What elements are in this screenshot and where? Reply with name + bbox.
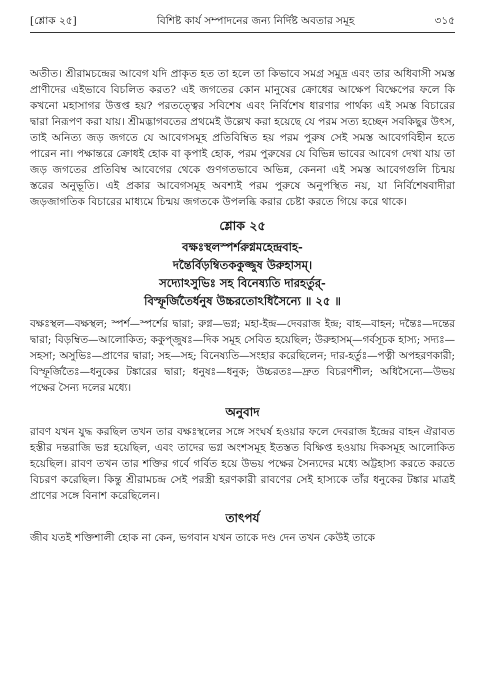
translation-heading: অনুবাদ xyxy=(225,405,260,419)
purport-heading: তাৎপর্য xyxy=(225,511,260,525)
purport-text: জীব যতই শক্তিশালী হোক না কেন, ভগবান যখন তাকে দণ্ড দেন তখন কেউই তাকে xyxy=(30,532,376,544)
chapter-title: বিশিষ্ট কার্য সম্পাদনের জন্য নির্দিষ্ট অবতার সমূহ xyxy=(156,15,355,27)
page-number: ৩১৫ xyxy=(434,15,455,27)
verse-line: দন্তৈর্বিড়ম্বিতককুজ্জুষ উরুহাসম্‌। xyxy=(172,258,313,272)
verse-line: বক্ষঃস্থলস্পর্শরুগ্নমহেন্দ্রবাহ- xyxy=(182,240,303,254)
verse-line: বিস্ফূর্জিতৈর্ধনুষ উচ্চরতোঽধিসৈন্যে ॥ ২৫ ॥ xyxy=(144,294,341,308)
verse-line: সদ্যোঽসুভিঃ সহ বিনেষ্যতি দারহর্তুর্- xyxy=(159,276,326,290)
intro-paragraph: অতীত। শ্রীরামচন্দ্রের আবেগ যদি প্রাকৃত হত তা হলে তা কিভাবে সমগ্র সমুদ্র এবং তার অধিবাসী সমস্ত প্রাণীদের এইভাবে বিচলিত করত? এই জগতের কোন মানুষের ক্রোধের আক্ষেপ বিক্ষেপের ফলে কি কখনো মহাসাগর উত্তপ্ত হয়? পরতত্ত্বের সবিশেষ এবং নির্বিশেষ ধারণার পার্থক্য এই সমস্ত বিচারের দ্বারা নিরূপণ করা যায়। শ্রীমদ্ভাগবতের প্রথমেই উল্লেখ করা হয়েছে যে পরম সত্য হচ্ছেন সবকিছুর উৎস, তাই অনিত্য জড় জগতে যে আবেগসমূহ প্রতিবিম্বিত হয় পরম পুরুষ সেই সমস্ত আবেগবিহীন হতে পারেন না। পক্ষান্তরে ক্রোধই হোক বা কৃপাই হোক, পরম পুরুষের যে বিভিন্ন ভাবের আবেগ দেখা যায় তা জড় জগতের প্রতিবিম্ব আবেগের থেকে গুণগতভাবে অভিন্ন, কেননা এই সমস্ত আবেগগুলি চিন্ময় স্তরের অনুভূতি। এই প্রকার আবেগসমূহ অবশ্যই পরম পুরুষে অনুপস্থিত নয়, যা নির্বিশেষবাদীরা জড়জাগতিক বিচারের মাধ্যমে চিন্ময় জগতকে উপলব্ধি করার চেষ্টা করতে গিয়ে করে থাকে। xyxy=(30,68,455,208)
verse-block xyxy=(30,238,455,310)
word-by-word-synonyms: বক্ষঃস্থল—বক্ষস্থল; স্পর্শ—স্পর্শের দ্বারা; রুগ্ন—ভগ্ন; মহা-ইন্দ্র—দেবরাজ ইন্দ্র; বাহ—বাহন; দন্তৈঃ—দন্তের দ্বারা; বিড়ম্বিত—আলোকিত; ককুপ্‌জুষঃ—দিক সমূহ সেবিত হয়েছিল; উরুহাসম্—গর্বসূচক হাস্য; সদ্যঃ—সহসা; অসুভিঃ—প্রাণের দ্বারা; সহ—সহ; বিনেষ্যতি—সংহার করেছিলেন; দার-হর্তুঃ—পত্নী অপহরণকারী; বিস্ফূর্জিতৈঃ—ধনুকের টঙ্কারের দ্বারা; ধনুষঃ—ধনুক; উচ্চরতঃ—দ্রুত বিচরণশীল; অধিসৈন্যে—উভয় পক্ষের সৈন্য দলের মধ্যে। xyxy=(30,318,455,394)
verse-reference: [শ্লোক ২৫] xyxy=(30,15,77,27)
header-rule xyxy=(30,32,455,33)
page-body xyxy=(30,66,455,546)
translation-text: রাবণ যখন যুদ্ধ করছিল তখন তার বক্ষঃস্থলের সঙ্গে সংঘর্ষ হওয়ার ফলে দেবরাজ ইন্দ্রের বাহন ঐরাবত হস্তীর দন্তরাজি ভগ্ন হয়েছিল, এবং তাদের ভগ্ন অংশসমূহ ইতস্তত বিক্ষিপ্ত হওয়ায় দিকসমূহ আলোকিত হয়েছিল। রাবণ তখন তার শক্তির গর্বে গর্বিত হয়ে উভয় পক্ষের সৈন্যদের মধ্যে অট্টহাস্য করতে করতে বিচরণ করেছিল। কিন্তু শ্রীরামচন্দ্র সেই পরস্ত্রী হরণকারী রাবণের সেই হাস্যকে তাঁর ধনুকের টঙ্কার মাত্রই প্রাণের সঙ্গে বিনাশ করেছিলেন। xyxy=(30,426,455,502)
verse-title: শ্লোক ২৫ xyxy=(219,218,266,233)
running-header xyxy=(30,14,455,28)
